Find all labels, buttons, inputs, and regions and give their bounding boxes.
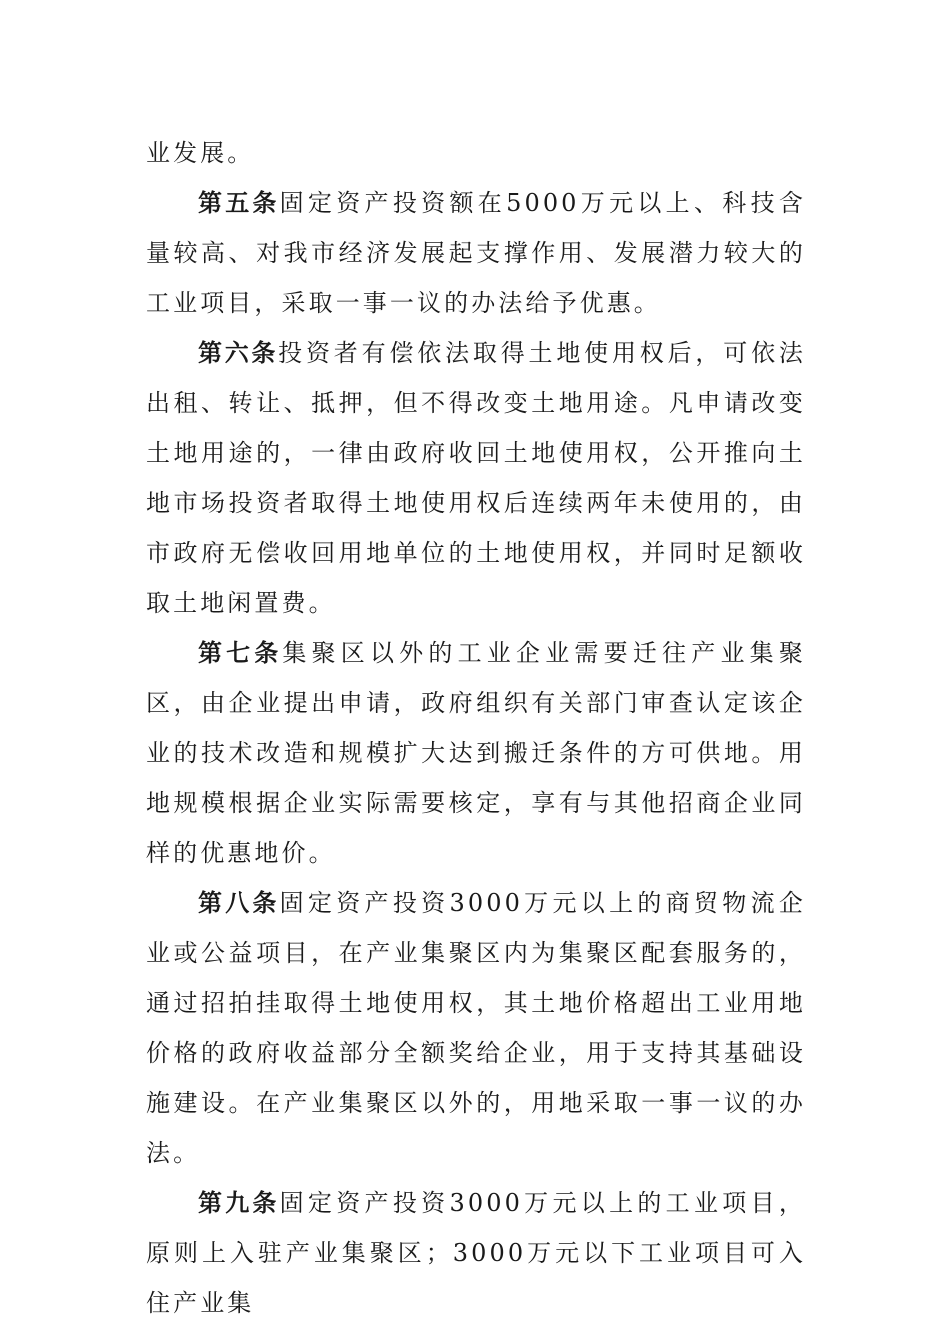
article-label: 第九条 bbox=[198, 1189, 280, 1217]
article-paragraph-6 bbox=[146, 328, 806, 628]
article-text: 集聚区以外的工业企业需要迁往产业集聚区，由企业提出申请，政府组织有关部门审查认定该企业的技术改造和规模扩大达到搬迁条件的方可供地。用地规模根据企业实际需要核定，享有与其他招商企业同样的优惠地价。 bbox=[146, 639, 806, 867]
article-paragraph-9 bbox=[146, 1178, 806, 1328]
article-paragraph-5 bbox=[146, 178, 806, 328]
article-label: 第八条 bbox=[198, 889, 280, 917]
article-label: 第五条 bbox=[198, 189, 280, 217]
article-label: 第六条 bbox=[198, 339, 279, 367]
article-text: 固定资产投资额在5000万元以上、科技含量较高、对我市经济发展起支撑作用、发展潜力较大的工业项目，采取一事一议的办法给予优惠。 bbox=[146, 189, 807, 317]
article-label: 第七条 bbox=[198, 639, 283, 667]
document-body bbox=[146, 128, 806, 1328]
article-text: 固定资产投资3000万元以上的商贸物流企业或公益项目，在产业集聚区内为集聚区配套服务的，通过招拍挂取得土地使用权，其土地价格超出工业用地价格的政府收益部分全额奖给企业，用于支持其基础设施建设。在产业集聚区以外的，用地采取一事一议的办法。 bbox=[146, 889, 807, 1167]
continuation-text: 业发展。 bbox=[146, 139, 255, 167]
article-text: 投资者有偿依法取得土地使用权后，可依法出租、转让、抵押，但不得改变土地用途。凡申请改变土地用途的，一律由政府收回土地使用权，公开推向土地市场投资者取得土地使用权后连续两年未使用的，由市政府无偿收回用地单位的土地使用权，并同时足额收取土地闲置费。 bbox=[146, 339, 806, 617]
article-paragraph-8 bbox=[146, 878, 806, 1178]
continuation-paragraph bbox=[146, 128, 806, 178]
article-text: 固定资产投资3000万元以上的工业项目，原则上入驻产业集聚区；3000万元以下工业项目可入住产业集 bbox=[146, 1189, 807, 1317]
article-paragraph-7 bbox=[146, 628, 806, 878]
